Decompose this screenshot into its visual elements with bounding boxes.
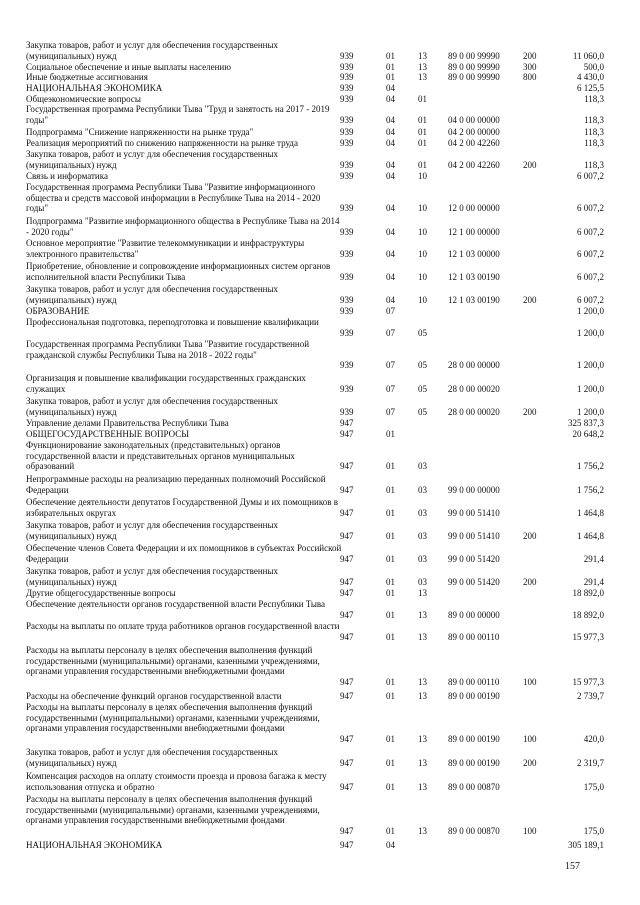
cell-vr: 200 xyxy=(523,757,537,768)
table-row xyxy=(0,794,640,836)
table-row xyxy=(0,40,640,61)
row-name: Закупка товаров, работ и услуг для обеспечения государственных (муниципальных) нужд xyxy=(26,284,279,305)
cell-gr: 947 xyxy=(340,631,354,642)
cell-rz: 01 xyxy=(386,691,395,701)
cell-pr: 13 xyxy=(418,609,427,620)
cell-gr: 947 xyxy=(340,588,354,598)
cell-rz: 01 xyxy=(386,757,395,768)
table-row xyxy=(0,171,640,182)
row-name: Обеспечение членов Совета Федерации и их помощников в субъектах Российской Федерации xyxy=(26,543,342,564)
cell-sum: 1 464,8 xyxy=(577,530,604,541)
table-row xyxy=(0,72,640,83)
table-row xyxy=(0,691,640,702)
row-name: Расходы на обеспечение функций органов государственной власти xyxy=(26,691,282,701)
cell-pr: 13 xyxy=(418,691,427,701)
row-name: Государственная программа Республики Тыва "Развитие государственной гражданской службы Республики Тыва на 2018 - 2022 годы" xyxy=(26,339,310,360)
cell-rz: 04 xyxy=(386,171,395,181)
cell-sum: 420,0 xyxy=(583,733,604,744)
cell-gr: 939 xyxy=(340,226,354,237)
cell-sum: 15 977,3 xyxy=(572,631,604,642)
cell-cs: 89 0 00 99990 xyxy=(448,62,500,72)
row-name: Приобретение, обновление и сопровождение информационных систем органов исполнительной власти Республики Тыва xyxy=(26,261,331,282)
cell-pr: 01 xyxy=(418,159,427,170)
table-row xyxy=(0,94,640,105)
cell-sum: 1 756,2 xyxy=(577,484,604,495)
cell-vr: 200 xyxy=(523,576,537,587)
cell-sum: 305 189,1 xyxy=(568,840,604,850)
cell-gr: 939 xyxy=(340,138,354,148)
cell-gr: 939 xyxy=(340,114,354,125)
cell-gr: 939 xyxy=(340,72,354,82)
cell-rz: 04 xyxy=(386,138,395,148)
table-row xyxy=(0,238,640,259)
cell-rz: 01 xyxy=(386,588,395,598)
cell-rz: 04 xyxy=(386,248,395,259)
row-name: Функционирование законодательных (представительных) органов государственной власти и представительных органов муниципальных образований xyxy=(26,440,295,471)
cell-gr: 947 xyxy=(340,484,354,495)
row-name: Государственная программа Республики Тыва "Труд и занятость на 2017 - 2019 годы" xyxy=(26,104,330,125)
cell-rz: 04 xyxy=(386,294,395,305)
table-row xyxy=(0,440,640,472)
cell-cs: 99 0 00 51410 xyxy=(448,507,500,518)
row-name: НАЦИОНАЛЬНАЯ ЭКОНОМИКА xyxy=(26,83,163,93)
table-row xyxy=(0,339,640,371)
table-row xyxy=(0,261,640,282)
table-row xyxy=(0,396,640,417)
cell-gr: 947 xyxy=(340,757,354,768)
row-name: Другие общегосударственные вопросы xyxy=(26,588,176,598)
cell-rz: 04 xyxy=(386,226,395,237)
cell-sum: 118,3 xyxy=(584,94,604,104)
cell-pr: 10 xyxy=(418,171,427,181)
cell-vr: 800 xyxy=(523,72,537,82)
table-row xyxy=(0,216,640,237)
table-row xyxy=(0,588,640,599)
cell-rz: 01 xyxy=(386,507,395,518)
cell-cs: 89 0 00 00190 xyxy=(448,733,500,744)
table-row xyxy=(0,284,640,305)
table-row xyxy=(0,83,640,94)
cell-pr: 10 xyxy=(418,294,427,305)
cell-sum: 20 648,2 xyxy=(572,429,604,439)
row-name: Основное мероприятие "Развитие телекоммуникации и инфраструктуры электронного правительства" xyxy=(26,238,305,259)
cell-cs: 28 0 00 00020 xyxy=(448,406,500,417)
cell-rz: 01 xyxy=(386,553,395,564)
row-name: Непрограммные расходы на реализацию переданных полномочий Российской Федерации xyxy=(26,474,326,495)
cell-pr: 03 xyxy=(418,461,427,471)
table-row xyxy=(0,317,640,338)
cell-sum: 291,4 xyxy=(583,576,604,587)
cell-rz: 01 xyxy=(386,825,395,836)
cell-sum: 118,3 xyxy=(584,138,604,148)
cell-gr: 947 xyxy=(340,676,354,687)
cell-rz: 01 xyxy=(386,631,395,642)
row-name: Закупка товаров, работ и услуг для обеспечения государственных (муниципальных) нужд xyxy=(26,747,279,768)
cell-vr: 100 xyxy=(523,733,537,744)
cell-rz: 01 xyxy=(386,781,395,792)
cell-cs: 12 0 00 00000 xyxy=(448,203,500,213)
cell-vr: 100 xyxy=(523,676,537,687)
cell-pr: 01 xyxy=(418,127,427,137)
cell-gr: 939 xyxy=(340,406,354,417)
cell-gr: 947 xyxy=(340,553,354,564)
cell-pr: 13 xyxy=(418,588,427,598)
row-name: Закупка товаров, работ и услуг для обеспечения государственных (муниципальных) нужд xyxy=(26,520,279,541)
row-name: Обеспечение деятельности органов государственной власти Республики Тыва xyxy=(26,599,326,609)
cell-cs: 04 2 00 00000 xyxy=(448,127,500,137)
cell-sum: 1 200,0 xyxy=(577,406,604,417)
cell-sum: 6 007,2 xyxy=(577,248,604,259)
cell-sum: 6 007,2 xyxy=(577,203,604,213)
cell-rz: 01 xyxy=(386,733,395,744)
row-name: Расходы на выплаты по оплате труда работников органов государственной власти xyxy=(26,621,340,631)
cell-cs: 12 1 03 00000 xyxy=(448,248,500,259)
cell-sum: 500,0 xyxy=(583,62,604,72)
cell-vr: 100 xyxy=(523,825,537,836)
cell-sum: 325 837,3 xyxy=(568,418,604,428)
cell-rz: 01 xyxy=(386,429,395,439)
cell-gr: 939 xyxy=(340,360,354,370)
row-name: Расходы на выплаты персоналу в целях обеспечения выполнения функций государственными (муниципальными) органами, казенными учреждениями, органами управления государственными внебюджетными фондами xyxy=(26,794,320,825)
cell-rz: 01 xyxy=(386,461,395,471)
cell-rz: 04 xyxy=(386,271,395,282)
cell-sum: 1 200,0 xyxy=(577,383,604,394)
cell-pr: 05 xyxy=(418,383,427,394)
cell-sum: 6 007,2 xyxy=(577,226,604,237)
cell-pr: 13 xyxy=(418,781,427,792)
cell-sum: 6 007,2 xyxy=(577,294,604,305)
cell-sum: 18 892,0 xyxy=(572,588,604,598)
cell-cs: 99 0 00 00000 xyxy=(448,484,500,495)
row-name: Закупка товаров, работ и услуг для обеспечения государственных (муниципальных) нужд xyxy=(26,40,279,61)
cell-cs: 28 0 00 00020 xyxy=(448,383,500,394)
cell-cs: 12 1 00 00000 xyxy=(448,226,500,237)
cell-pr: 13 xyxy=(418,50,427,61)
cell-sum: 4 430,0 xyxy=(577,72,604,82)
cell-gr: 939 xyxy=(340,171,354,181)
cell-gr: 947 xyxy=(340,418,354,428)
cell-sum: 11 060,0 xyxy=(572,50,604,61)
cell-pr: 13 xyxy=(418,676,427,687)
cell-pr: 05 xyxy=(418,406,427,417)
page-number: 157 xyxy=(565,861,580,872)
table-row xyxy=(0,771,640,792)
cell-cs: 12 1 03 00190 xyxy=(448,294,500,305)
row-name: Закупка товаров, работ и услуг для обеспечения государственных (муниципальных) нужд xyxy=(26,149,279,170)
cell-gr: 947 xyxy=(340,507,354,518)
cell-rz: 01 xyxy=(386,530,395,541)
table-row xyxy=(0,104,640,125)
row-name: Иные бюджетные ассигнования xyxy=(26,72,148,82)
cell-gr: 947 xyxy=(340,576,354,587)
table-row xyxy=(0,520,640,541)
cell-gr: 947 xyxy=(340,691,354,701)
cell-sum: 118,3 xyxy=(584,114,604,125)
cell-pr: 10 xyxy=(418,248,427,259)
cell-rz: 01 xyxy=(386,484,395,495)
table-row xyxy=(0,747,640,768)
table-row xyxy=(0,306,640,317)
cell-cs: 89 0 00 99990 xyxy=(448,50,500,61)
table-row xyxy=(0,127,640,138)
cell-gr: 947 xyxy=(340,733,354,744)
cell-pr: 13 xyxy=(418,733,427,744)
cell-pr: 03 xyxy=(418,553,427,564)
cell-rz: 04 xyxy=(386,203,395,213)
cell-sum: 15 977,3 xyxy=(572,676,604,687)
cell-cs: 89 0 00 00110 xyxy=(448,631,500,642)
cell-gr: 939 xyxy=(340,327,354,338)
cell-gr: 939 xyxy=(340,94,354,104)
row-name: Организация и повышение квалификации государственных гражданских служащих xyxy=(26,373,306,394)
cell-pr: 03 xyxy=(418,507,427,518)
cell-sum: 291,4 xyxy=(583,553,604,564)
cell-gr: 947 xyxy=(340,781,354,792)
cell-gr: 939 xyxy=(340,203,354,213)
row-name: Социальное обеспечение и иные выплаты населению xyxy=(26,62,231,72)
table-row xyxy=(0,702,640,744)
cell-rz: 04 xyxy=(386,114,395,125)
cell-gr: 947 xyxy=(340,840,354,850)
table-row xyxy=(0,418,640,429)
cell-sum: 6 007,2 xyxy=(577,171,604,181)
table-row xyxy=(0,373,640,394)
cell-pr: 01 xyxy=(418,138,427,148)
row-name: Расходы на выплаты персоналу в целях обеспечения выполнения функций государственными (муниципальными) органами, казенными учреждениями, органами управления государственными внебюджетными фондами xyxy=(26,702,320,733)
cell-sum: 118,3 xyxy=(584,127,604,137)
cell-sum: 6 007,2 xyxy=(577,271,604,282)
table-row xyxy=(0,429,640,440)
cell-rz: 04 xyxy=(386,127,395,137)
cell-pr: 05 xyxy=(418,327,427,338)
row-name: Подпрограмма "Развитие информационного общества в Республике Тыва на 2014 - 2020 годы" xyxy=(26,216,340,237)
cell-sum: 1 200,0 xyxy=(577,306,604,316)
row-name: Расходы на выплаты персоналу в целях обеспечения выполнения функций государственными (муниципальными) органами, казенными учреждениями, органами управления государственными внебюджетными фондами xyxy=(26,645,320,676)
row-name: НАЦИОНАЛЬНАЯ ЭКОНОМИКА xyxy=(26,840,163,850)
table-row xyxy=(0,474,640,495)
cell-cs: 89 0 00 99990 xyxy=(448,72,500,82)
row-name: Закупка товаров, работ и услуг для обеспечения государственных (муниципальных) нужд xyxy=(26,566,279,587)
table-row xyxy=(0,497,640,518)
cell-cs: 04 2 00 42260 xyxy=(448,159,500,170)
cell-cs: 28 0 00 00000 xyxy=(448,360,500,370)
cell-cs: 89 0 00 00000 xyxy=(448,609,500,620)
row-name: Государственная программа Республики Тыва "Развитие информационного общества и средств массовой информации в Республике Тыва на 2014 - 2020 годы" xyxy=(26,182,321,213)
cell-rz: 04 xyxy=(386,840,395,850)
cell-sum: 2 739,7 xyxy=(577,691,604,701)
cell-gr: 939 xyxy=(340,294,354,305)
cell-sum: 175,0 xyxy=(583,781,604,792)
cell-gr: 939 xyxy=(340,62,354,72)
cell-sum: 175,0 xyxy=(583,825,604,836)
cell-gr: 947 xyxy=(340,461,354,471)
cell-pr: 03 xyxy=(418,484,427,495)
cell-rz: 07 xyxy=(386,383,395,394)
cell-vr: 200 xyxy=(523,294,537,305)
cell-pr: 13 xyxy=(418,62,427,72)
table-row xyxy=(0,645,640,687)
cell-cs: 89 0 00 00870 xyxy=(448,825,500,836)
cell-pr: 13 xyxy=(418,825,427,836)
row-name: Обеспечение деятельности депутатов Государственной Думы и их помощников в избирательных округах xyxy=(26,497,338,518)
row-name: Профессиональная подготовка, переподготовка и повышение квалификации xyxy=(26,317,319,327)
cell-gr: 939 xyxy=(340,306,354,316)
table-row xyxy=(0,566,640,587)
row-name: ОБЩЕГОСУДАРСТВЕННЫЕ ВОПРОСЫ xyxy=(26,429,190,439)
cell-cs: 99 0 00 51410 xyxy=(448,530,500,541)
cell-rz: 04 xyxy=(386,94,395,104)
cell-cs: 12 1 03 00190 xyxy=(448,271,500,282)
cell-cs: 99 0 00 51420 xyxy=(448,576,500,587)
cell-gr: 947 xyxy=(340,530,354,541)
cell-rz: 04 xyxy=(386,83,395,93)
cell-rz: 07 xyxy=(386,327,395,338)
cell-rz: 07 xyxy=(386,306,395,316)
cell-cs: 89 0 00 00110 xyxy=(448,676,500,687)
row-name: Связь и информатика xyxy=(26,171,108,181)
cell-cs: 89 0 00 00190 xyxy=(448,757,500,768)
cell-rz: 01 xyxy=(386,676,395,687)
table-row xyxy=(0,543,640,564)
cell-pr: 01 xyxy=(418,114,427,125)
cell-pr: 03 xyxy=(418,576,427,587)
row-name: Управление делами Правительства Республики Тыва xyxy=(26,418,229,428)
cell-vr: 200 xyxy=(523,159,537,170)
row-name: Общеэкономические вопросы xyxy=(26,94,141,104)
row-name: Реализация мероприятий по снижению напряженности на рынке труда xyxy=(26,138,298,148)
cell-gr: 939 xyxy=(340,271,354,282)
cell-pr: 03 xyxy=(418,530,427,541)
cell-gr: 939 xyxy=(340,83,354,93)
table-row xyxy=(0,182,640,214)
table-row xyxy=(0,840,640,851)
cell-vr: 300 xyxy=(523,62,537,72)
cell-pr: 13 xyxy=(418,72,427,82)
cell-cs: 04 0 00 00000 xyxy=(448,114,500,125)
cell-cs: 04 2 00 42260 xyxy=(448,138,500,148)
cell-rz: 01 xyxy=(386,72,395,82)
row-name: Закупка товаров, работ и услуг для обеспечения государственных (муниципальных) нужд xyxy=(26,396,279,417)
cell-rz: 04 xyxy=(386,159,395,170)
cell-gr: 939 xyxy=(340,248,354,259)
cell-sum: 1 464,8 xyxy=(577,507,604,518)
table-row xyxy=(0,149,640,170)
cell-rz: 01 xyxy=(386,609,395,620)
cell-sum: 1 756,2 xyxy=(577,461,604,471)
table-row xyxy=(0,599,640,620)
cell-cs: 89 0 00 00870 xyxy=(448,781,500,792)
cell-pr: 05 xyxy=(418,360,427,370)
cell-gr: 947 xyxy=(340,609,354,620)
cell-gr: 947 xyxy=(340,429,354,439)
cell-sum: 18 892,0 xyxy=(572,609,604,620)
cell-pr: 13 xyxy=(418,631,427,642)
cell-vr: 200 xyxy=(523,406,537,417)
cell-pr: 10 xyxy=(418,203,427,213)
cell-gr: 939 xyxy=(340,383,354,394)
cell-rz: 07 xyxy=(386,406,395,417)
table-row xyxy=(0,62,640,73)
cell-gr: 939 xyxy=(340,159,354,170)
cell-sum: 1 200,0 xyxy=(577,327,604,338)
table-row xyxy=(0,138,640,149)
cell-rz: 01 xyxy=(386,50,395,61)
cell-rz: 01 xyxy=(386,62,395,72)
cell-vr: 200 xyxy=(523,530,537,541)
cell-sum: 1 200,0 xyxy=(577,360,604,370)
cell-sum: 2 319,7 xyxy=(577,757,604,768)
row-name: Компенсация расходов на оплату стоимости проезда и провоза багажа к месту использования отпуска и обратно xyxy=(26,771,327,792)
cell-pr: 13 xyxy=(418,757,427,768)
cell-pr: 01 xyxy=(418,94,427,104)
cell-gr: 939 xyxy=(340,50,354,61)
table-row xyxy=(0,621,640,642)
cell-gr: 939 xyxy=(340,127,354,137)
cell-pr: 10 xyxy=(418,271,427,282)
cell-rz: 01 xyxy=(386,576,395,587)
cell-sum: 6 125,5 xyxy=(577,83,604,93)
cell-cs: 89 0 00 00190 xyxy=(448,691,500,701)
cell-pr: 10 xyxy=(418,226,427,237)
row-name: Подпрограмма "Снижение напряженности на рынке труда" xyxy=(26,127,254,137)
row-name: ОБРАЗОВАНИЕ xyxy=(26,306,90,316)
cell-sum: 118,3 xyxy=(584,159,604,170)
cell-cs: 99 0 00 51420 xyxy=(448,553,500,564)
cell-rz: 07 xyxy=(386,360,395,370)
cell-vr: 200 xyxy=(523,50,537,61)
cell-gr: 947 xyxy=(340,825,354,836)
